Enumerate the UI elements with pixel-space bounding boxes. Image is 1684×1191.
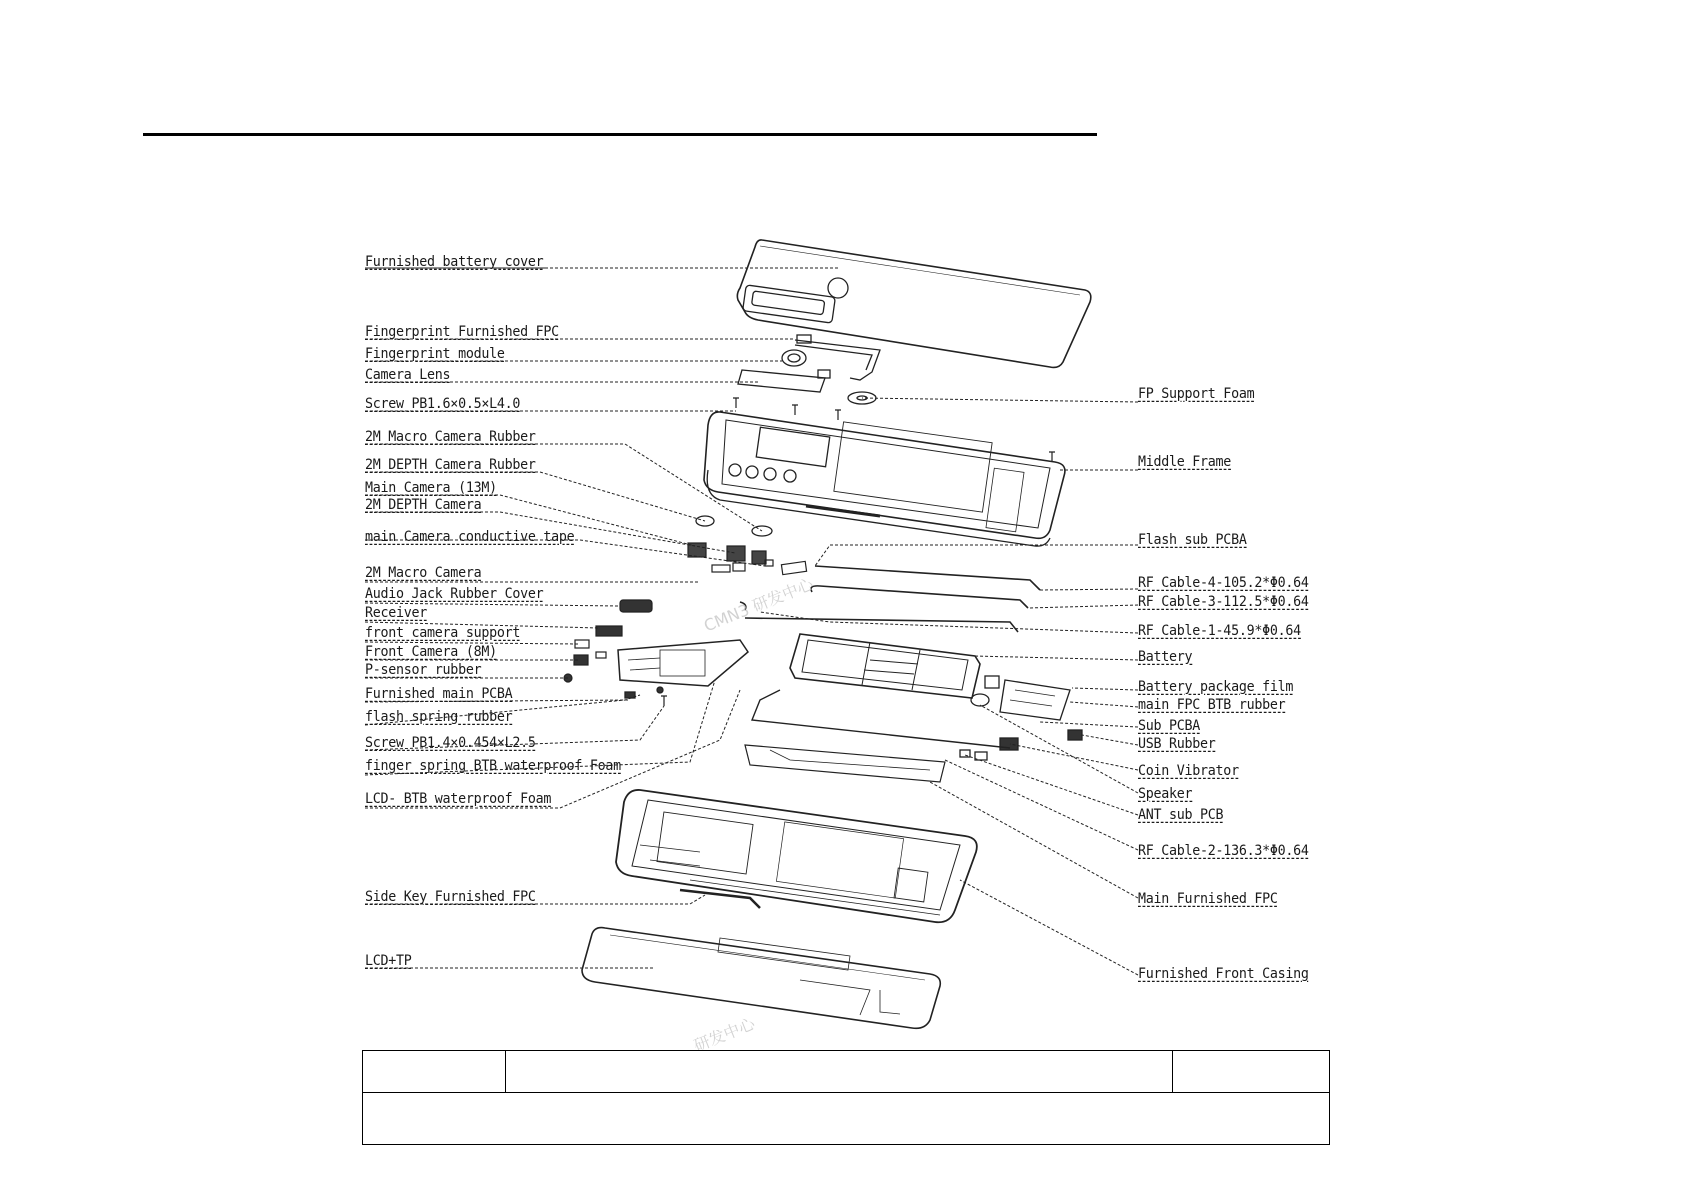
label-flash-spring-rubber: flash spring rubber (365, 709, 513, 725)
label-2m-macro-camera-rubber: 2M Macro Camera Rubber (365, 429, 536, 445)
label-furnished-battery-cover: Furnished battery cover (365, 254, 544, 270)
label-fingerprint-module: Fingerprint module (365, 346, 505, 362)
title-block-cell-2 (506, 1051, 1173, 1093)
label-rf-cable-3: RF Cable-3-112.5*Φ0.64 (1138, 594, 1309, 610)
label-front-camera-support: front camera support (365, 625, 521, 641)
main-fpc-part (745, 745, 945, 782)
label-audio-jack-rubber-cover: Audio Jack Rubber Cover (365, 586, 544, 602)
label-2m-depth-camera: 2M DEPTH Camera (365, 497, 482, 513)
side-key-fpc-part (680, 890, 760, 908)
label-rf-cable-2: RF Cable-2-136.3*Φ0.64 (1138, 843, 1309, 859)
label-ant-sub-pcb: ANT sub PCB (1138, 807, 1224, 823)
cameras (688, 543, 807, 575)
label-furnished-main-pcba: Furnished main PCBA (365, 686, 513, 702)
main-pcba-part (618, 640, 748, 698)
label-battery: Battery (1138, 649, 1193, 665)
label-2m-macro-camera: 2M Macro Camera (365, 565, 482, 581)
label-rf-cable-1: RF Cable-1-45.9*Φ0.64 (1138, 623, 1301, 639)
label-lcd-btb-foam: LCD- BTB waterproof Foam (365, 791, 552, 807)
label-furnished-front-casing: Furnished Front Casing (1138, 966, 1309, 982)
label-rf-cable-4: RF Cable-4-105.2*Φ0.64 (1138, 575, 1309, 591)
screw-pcba (661, 696, 667, 706)
title-block-cell-1 (363, 1051, 506, 1093)
label-speaker: Speaker (1138, 786, 1193, 802)
label-p-sensor-rubber: P-sensor rubber (365, 662, 482, 678)
front-casing-part (616, 790, 977, 922)
battery-part (790, 634, 980, 698)
label-lcd-tp: LCD+TP (365, 953, 412, 969)
leader-lines (365, 268, 1138, 975)
label-camera-lens: Camera Lens (365, 367, 451, 383)
fingerprint-fpc-part (795, 335, 880, 380)
label-main-camera-conductive-tape: main Camera conductive tape (365, 529, 575, 545)
label-side-key-fpc: Side Key Furnished FPC (365, 889, 536, 905)
label-fp-support-foam: FP Support Foam (1138, 386, 1255, 402)
label-2m-depth-camera-rubber: 2M DEPTH Camera Rubber (365, 457, 536, 473)
camera-rubbers (696, 516, 772, 536)
label-main-furnished-fpc: Main Furnished FPC (1138, 891, 1278, 907)
camera-lens-part (738, 370, 830, 392)
title-block-table (362, 1050, 1330, 1145)
watermark-bottom: 研发中心 (691, 1013, 758, 1056)
label-sub-pcba: Sub PCBA (1138, 718, 1201, 734)
title-block-cell-3 (1173, 1051, 1330, 1093)
label-usb-rubber: USB Rubber (1138, 736, 1216, 752)
label-main-fpc-btb-rubber: main FPC BTB rubber (1138, 697, 1286, 713)
label-coin-vibrator: Coin Vibrator (1138, 763, 1239, 779)
label-battery-package-film: Battery package film (1138, 679, 1294, 695)
sub-pcba-part (752, 676, 1082, 760)
watermark: CMN3 研发中心 (701, 574, 816, 636)
label-receiver: Receiver (365, 605, 428, 621)
label-flash-sub-pcba: Flash sub PCBA (1138, 532, 1247, 548)
fingerprint-module-part (782, 350, 806, 366)
battery-cover-part (737, 240, 1090, 368)
label-screw-pb14: Screw PB1.4×0.454×L2.5 (365, 735, 536, 751)
label-screw-pb16: Screw PB1.6×0.5×L4.0 (365, 396, 521, 412)
lcd-tp-part (582, 928, 940, 1029)
label-fingerprint-fpc: Fingerprint Furnished FPC (365, 324, 559, 340)
label-middle-frame: Middle Frame (1138, 454, 1232, 470)
label-finger-spring-btb-foam: finger spring BTB waterproof Foam (365, 758, 621, 774)
label-front-camera-8m: Front Camera (8M) (365, 644, 497, 660)
label-main-camera-13m: Main Camera (13M) (365, 480, 497, 496)
title-block-cell-4 (363, 1093, 1330, 1145)
